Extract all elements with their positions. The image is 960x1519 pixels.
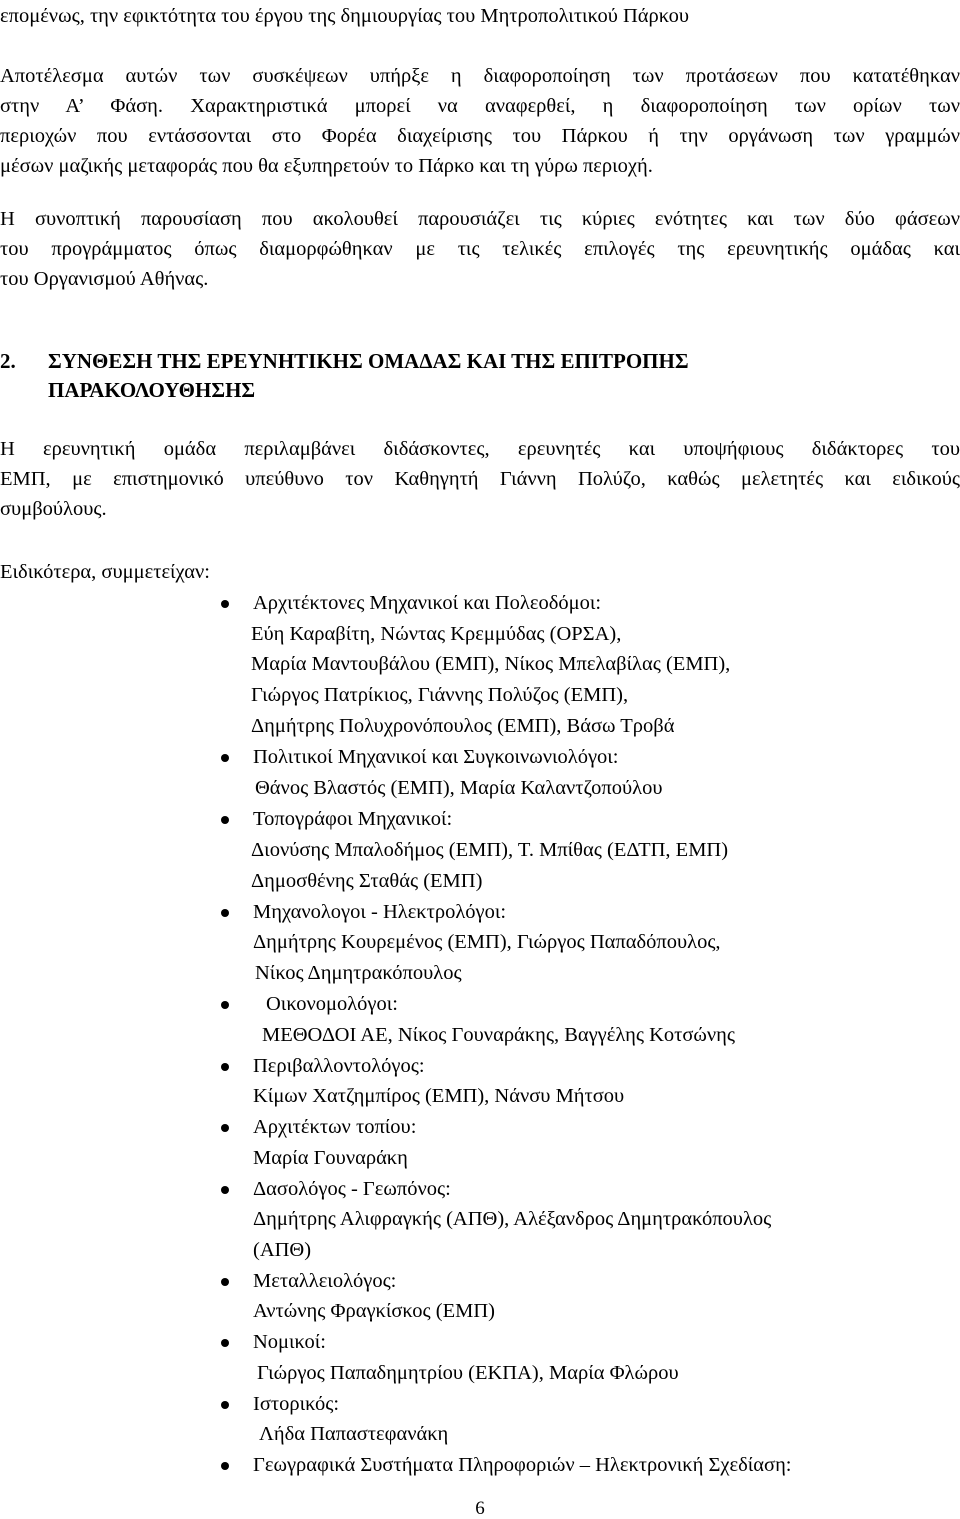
participant-names: Δημήτρης Αλιφραγκής (ΑΠΘ), Αλέξανδρος Δημητρακόπουλος [253, 1208, 772, 1230]
participant-names: Αντώνης Φραγκίσκος (ΕΜΠ) [253, 1300, 496, 1322]
participant-names: Γιώργος Παπαδημητρίου (ΕΚΠΑ), Μαρία Φλώρου [257, 1362, 679, 1384]
bullet-icon [221, 1462, 229, 1470]
bullet-icon [221, 909, 229, 917]
participant-role: Μηχανολογοι - Ηλεκτρολόγοι: [253, 901, 507, 923]
intro-line: επομένως, την εφικτότητα του έργου της δημιουργίας του Μητροπολιτικού Πάρκου [0, 5, 690, 27]
participant-names: Διονύσης Μπαλοδήμος (ΕΜΠ), Τ. Μπίθας (ΕΔΤΠ, ΕΜΠ) [251, 839, 729, 861]
bullet-icon [221, 816, 229, 824]
bullet-icon [221, 1001, 229, 1009]
participant-role: Οικονομολόγοι: [266, 993, 398, 1015]
text-line: Η ερευνητική ομάδα περιλαμβάνει διδάσκοντες, ερευνητές και υποψήφιους διδάκτορες του [0, 438, 960, 460]
participants-intro: Ειδικότερα, συμμετείχαν: [0, 561, 210, 583]
section-title-line2: ΠΑΡΑΚΟΛΟΥΘΗΣΗΣ [48, 378, 256, 402]
text-line: Αποτέλεσμα αυτών των συσκέψεων υπήρξε η διαφοροποίηση των προτάσεων που κατατέθηκαν [0, 65, 960, 87]
text-line: μέσων μαζικής μεταφοράς που θα εξυπηρετούν το Πάρκο και τη γύρω περιοχή. [0, 155, 653, 177]
bullet-icon [221, 1339, 229, 1347]
bullet-icon [221, 1401, 229, 1409]
participant-names: Γιώργος Πατρίκιος, Γιάννης Πολύζος (ΕΜΠ), [251, 684, 629, 706]
participant-names: Λήδα Παπαστεφανάκη [259, 1423, 449, 1445]
participant-role: Ιστορικός: [253, 1393, 340, 1415]
participant-role: Αρχιτέκτων τοπίου: [253, 1116, 417, 1138]
participant-names: Δημήτρης Πολυχρονόπουλος (ΕΜΠ), Βάσω Τροβά [251, 715, 675, 737]
text-line: συμβούλους. [0, 498, 107, 520]
bullet-icon [221, 1124, 229, 1132]
text-line: στην Α’ Φάση. Χαρακτηριστικά μπορεί να αναφερθεί, η διαφοροποίηση των ορίων των [0, 95, 960, 117]
bullet-icon [221, 1186, 229, 1194]
participant-names: ΜΕΘΟΔΟΙ ΑΕ, Νίκος Γουναράκης, Βαγγέλης Κοτσώνης [262, 1024, 736, 1046]
participant-names: Θάνος Βλαστός (ΕΜΠ), Μαρία Καλαντζοπούλου [255, 777, 663, 799]
participant-names: Νίκος Δημητρακόπουλος [255, 962, 462, 984]
participant-role: Δασολόγος - Γεωπόνος: [253, 1178, 451, 1200]
participant-role: Αρχιτέκτονες Μηχανικοί και Πολεοδόμοι: [253, 592, 602, 614]
participant-names: Εύη Καραβίτη, Νώντας Κρεμμύδας (ΟΡΣΑ), [251, 623, 622, 645]
bullet-icon [221, 754, 229, 762]
participant-names: Δημήτρης Κουρεμένος (ΕΜΠ), Γιώργος Παπαδόπουλος, [253, 931, 721, 953]
participant-role: Περιβαλλοντολόγος: [253, 1055, 425, 1077]
section-title-line1: ΣΥΝΘΕΣΗ ΤΗΣ ΕΡΕΥΝΗΤΙΚΗΣ ΟΜΑΔΑΣ ΚΑΙ ΤΗΣ ΕΠΙΤΡΟΠΗΣ [48, 349, 689, 373]
participant-role: Πολιτικοί Μηχανικοί και Συγκοινωνιολόγοι: [253, 746, 619, 768]
participant-role: Νομικοί: [253, 1331, 326, 1353]
page-number: 6 [475, 1498, 485, 1519]
text-line: περιοχών που εντάσσονται στο Φορέα διαχείρισης του Πάρκου ή την οργάνωση των γραμμών [0, 125, 960, 147]
section-number: 2. [0, 349, 16, 373]
participant-names: Μαρία Γουναράκη [253, 1147, 408, 1169]
participant-names: Μαρία Μαντουβάλου (ΕΜΠ), Νίκος Μπελαβίλας (ΕΜΠ), [251, 653, 731, 675]
text-line: Η συνοπτική παρουσίαση που ακολουθεί παρουσιάζει τις κύριες ενότητες και των δύο φάσεων [0, 208, 960, 230]
bullet-icon [221, 1278, 229, 1286]
participant-role: Τοπογράφοι Μηχανικοί: [253, 808, 453, 830]
text-line: του Οργανισμού Αθήνας. [0, 268, 209, 290]
participant-names: Δημοσθένης Σταθάς (ΕΜΠ) [251, 870, 483, 892]
bullet-icon [221, 600, 229, 608]
participant-role: Μεταλλειολόγος: [253, 1270, 397, 1292]
participant-names: Κίμων Χατζημπίρος (ΕΜΠ), Νάνσυ Μήτσου [253, 1085, 625, 1107]
bullet-icon [221, 1063, 229, 1071]
participant-role: Γεωγραφικά Συστήματα Πληροφοριών – Ηλεκτρονική Σχεδίαση: [253, 1454, 792, 1476]
participant-names: (ΑΠΘ) [253, 1239, 312, 1261]
text-line: του προγράμματος όπως διαμορφώθηκαν με τις τελικές επιλογές της ερευνητικής ομάδας και [0, 238, 960, 260]
text-line: ΕΜΠ, με επιστημονικό υπεύθυνο τον Καθηγητή Γιάννη Πολύζο, καθώς μελετητές και ειδικούς [0, 468, 960, 490]
